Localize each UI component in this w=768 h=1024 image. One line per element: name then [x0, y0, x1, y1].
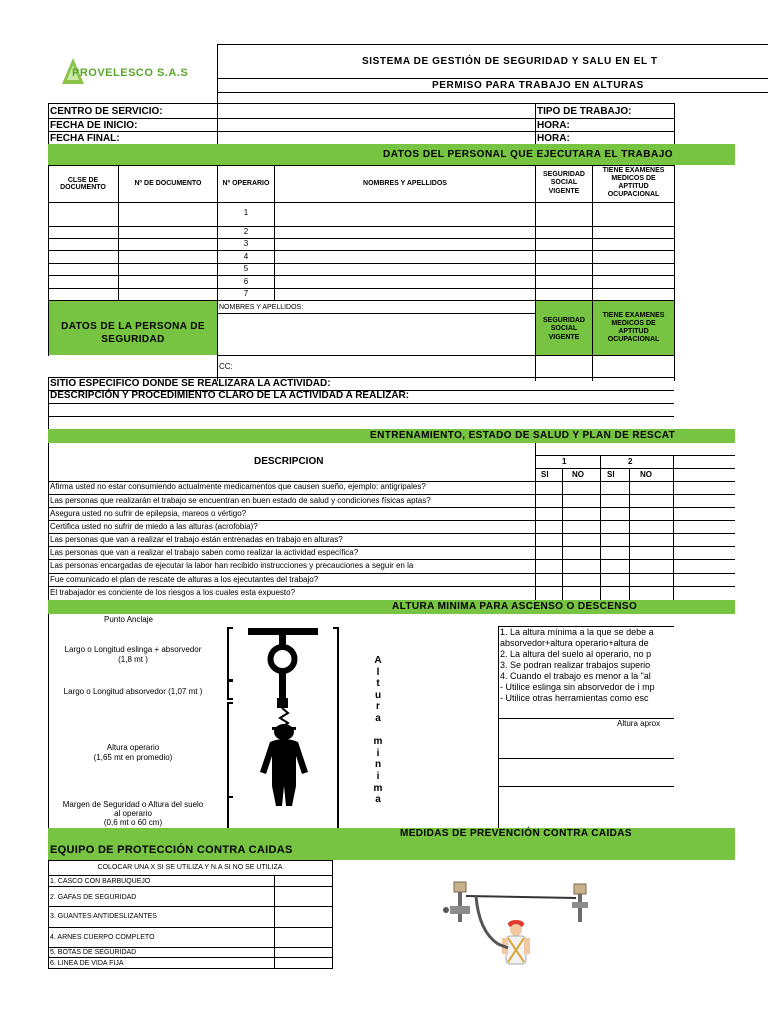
- largo-absorvedor-label: Largo o Longitud absorvedor (1,07 mt ): [63, 687, 203, 696]
- operario-number: 7: [243, 289, 249, 298]
- altura-note-1b: absorvedor+altura operario+altura de: [500, 638, 649, 648]
- col-numero-documento: Nº DE DOCUMENTO: [134, 180, 202, 187]
- altura-minima-vertical-label: A l t u r a m i n i m a: [373, 655, 383, 806]
- operario-number: 4: [243, 252, 249, 261]
- centro-servicio-label: CENTRO DE SERVICIO:: [50, 106, 163, 117]
- check-linea-vida[interactable]: [275, 958, 332, 968]
- description-header: DESCRIPCION: [254, 456, 324, 467]
- safety-person-title: DATOS DE LA PERSONA DE SEGURIDAD: [61, 321, 205, 345]
- equipo-proteccion-title: EQUIPO DE PROTECCIÓN CONTRA CAIDAS: [50, 844, 293, 856]
- check-arnes[interactable]: [275, 928, 332, 947]
- safety-person-exam-label: TIENE EXAMENES MEDICOS DE APTITUD OCUPACIONAL: [602, 312, 665, 344]
- largo-eslinga-label: Largo o Longitud eslinga + absorvedor (1,8 mt ): [64, 645, 202, 664]
- col-numero-operario: Nº OPERARIO: [222, 180, 270, 187]
- fecha-inicio-field[interactable]: [218, 119, 534, 130]
- permit-title: PERMISO PARA TRABAJO EN ALTURAS: [432, 80, 644, 91]
- altura-note-6: - Utilice otras herramientas como esc: [500, 693, 649, 703]
- col-nombres-apellidos: NOMBRES Y APELLIDOS: [363, 180, 447, 187]
- altura-note-1: 1. La altura mínima a la que se debe a: [500, 627, 654, 637]
- margen-seguridad-label: Margen de Seguridad o Altura del suelo al operario (0,6 mt o 60 cm): [62, 800, 204, 828]
- activity-description-field[interactable]: [49, 404, 673, 428]
- bracket-altura-minima-icon: [332, 627, 340, 830]
- bracket-eslinga-icon: [226, 627, 234, 681]
- suspended-worker-icon: [246, 626, 322, 814]
- si-header: SI: [541, 470, 549, 479]
- operario-number: 5: [243, 264, 249, 273]
- bracket-operario-icon: [226, 702, 234, 798]
- training-section-title: ENTRENAMIENTO, ESTADO DE SALUD Y PLAN DE RESCAT: [370, 430, 676, 441]
- altura-section-title: ALTURA MINIMA PARA ASCENSO O DESCENSO: [392, 601, 638, 612]
- altura-aprox-field[interactable]: [500, 760, 673, 785]
- check-gafas[interactable]: [275, 887, 332, 906]
- personal-section-title: DATOS DEL PERSONAL QUE EJECUTARA EL TRABAJO: [383, 149, 674, 160]
- worker-1-header: 1: [562, 457, 567, 466]
- question-8: Fue comunicado el plan de rescate de alturas a los ejecutantes del trabajo?: [50, 575, 319, 584]
- col-clase-documento: CLSE DE DOCUMENTO: [60, 177, 106, 191]
- equipo-item-guantes: 3. GUANTES ANTIDESLIZANTES: [50, 913, 157, 920]
- altura-aprox-label: Altura aprox: [617, 719, 661, 728]
- safety-person-names-label: NOMBRES Y APELLIDOS:: [219, 304, 304, 311]
- col-examenes-medicos: TIENE EXAMENES MEDICOS DE APTITUD OCUPACIONAL: [602, 167, 665, 199]
- fecha-final-field[interactable]: [218, 132, 534, 143]
- safety-person-cc-label: CC:: [219, 362, 233, 371]
- bracket-margen-icon: [226, 796, 234, 830]
- operario-number: 6: [243, 277, 249, 286]
- question-5: Las personas que van a realizar el trabajo están entrenadas en trabajo en alturas?: [50, 535, 343, 544]
- altura-note-3: 3. Se podran realizar trabajos superio: [500, 660, 651, 670]
- punto-anclaje-label: Punto Anclaje: [104, 615, 153, 624]
- company-name: PROVELESCO S.A.S: [72, 67, 189, 79]
- operario-number: 2: [243, 227, 249, 236]
- equipo-item-arnes: 4. ARNES CUERPO COMPLETO: [50, 934, 155, 941]
- tipo-trabajo-label: TIPO DE TRABAJO:: [537, 106, 632, 117]
- altura-note-2: 2. La altura del suelo al operario, no p: [500, 649, 652, 659]
- centro-servicio-field[interactable]: [218, 104, 534, 117]
- fecha-final-label: FECHA FINAL:: [50, 133, 120, 144]
- altura-note-5: - Utilice eslinga sin absorvedor de i mp: [500, 682, 655, 692]
- question-6: Las personas que van a realizar el trabajo saben como realizar la actividad específica?: [50, 548, 359, 557]
- worker-2-header: 2: [628, 457, 633, 466]
- hora-final-label: HORA:: [537, 133, 570, 144]
- question-3: Asegura usted no sufrir de epilepsia, mareos o vértigo?: [50, 509, 247, 518]
- company-logo: [58, 56, 208, 88]
- equipo-item-gafas: 2. GAFAS DE SEGURIDAD: [50, 894, 137, 901]
- operario-number: 1: [243, 208, 249, 217]
- question-9: El trabajador es conciente de los riesgos a los cuales esta expuesto?: [50, 588, 296, 597]
- lifeline-worker-illustration-icon: [436, 876, 596, 976]
- prevencion-section-title: MEDIDAS DE PREVENCIÓN CONTRA CAIDAS: [400, 828, 632, 839]
- hora-inicio-label: HORA:: [537, 120, 570, 131]
- system-title: SISTEMA DE GESTIÓN DE SEGURIDAD Y SALU EN EL T: [362, 56, 658, 67]
- no-header: NO: [640, 470, 652, 479]
- fecha-inicio-label: FECHA DE INICIO:: [50, 120, 138, 131]
- question-7: Las personas encargadas de ejecutar la labor han recibido instrucciones y precauciones a seguir en la: [50, 561, 414, 570]
- question-1: Afirma usted no estar consumiendo actualmente medicamentos que causen sueño, ejemplo: antigripales?: [50, 482, 426, 491]
- question-2: Las personas que realizarán el trabajo se encuentran en buen estado de salud y condiciones físicas aptas?: [50, 496, 431, 505]
- check-botas[interactable]: [275, 948, 332, 957]
- equipo-item-linea-vida: 6. LINEA DE VIDA FIJA: [50, 960, 124, 967]
- question-4: Certifica usted no sufrir de miedo a las alturas (acrofobia)?: [50, 522, 258, 531]
- altura-note-4: 4. Cuando el trabajo es menor a la "al: [500, 671, 651, 681]
- activity-description-label: DESCRIPCIÓN Y PROCEDIMIENTO CLARO DE LA ACTIVIDAD A REALIZAR:: [50, 390, 410, 401]
- equipo-item-botas: 5. BOTAS DE SEGURIDAD: [50, 949, 137, 956]
- safety-person-ss-label: SEGURIDAD SOCIAL VIGENTE: [542, 317, 585, 341]
- altura-operario-label: Altura operario (1,65 mt en promedio): [93, 743, 173, 762]
- equipo-instruction: COLOCAR UNA X SI SE UTILIZA Y N.A SI NO SE UTILIZA: [97, 864, 283, 871]
- safety-person-names-field[interactable]: [218, 314, 534, 354]
- si-header: SI: [607, 470, 615, 479]
- operario-number: 3: [243, 239, 249, 248]
- no-header: NO: [572, 470, 584, 479]
- col-seguridad-social: SEGURIDAD SOCIAL VIGENTE: [542, 171, 585, 195]
- site-label: SITIO ESPECIFICO DONDE SE REALIZARA LA ACTIVIDAD:: [50, 378, 331, 389]
- check-guantes[interactable]: [275, 907, 332, 927]
- bracket-absorvedor-icon: [226, 680, 234, 700]
- equipo-item-casco: 1. CASCO CON BARBUQUEJO: [50, 878, 151, 885]
- check-casco[interactable]: [275, 876, 332, 886]
